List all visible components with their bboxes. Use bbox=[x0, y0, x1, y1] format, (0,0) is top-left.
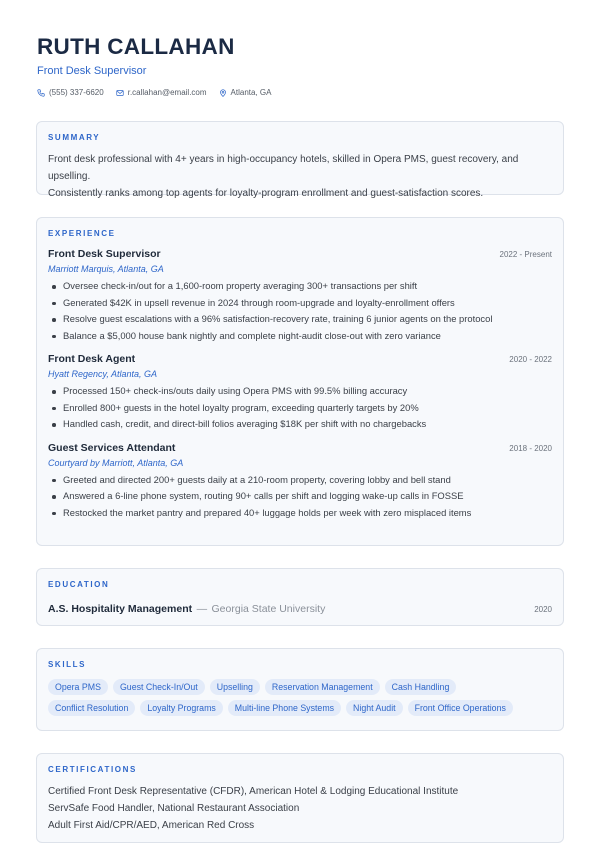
contact-location bbox=[219, 87, 272, 98]
bullet-item: Oversee check-in/out for a 1,600-room property averaging 300+ transactions per shift bbox=[48, 278, 552, 295]
bullet-item: Enrolled 800+ guests in the hotel loyalty program, exceeding quarterly targets by 20% bbox=[48, 400, 552, 417]
skill-tag: Guest Check-In/Out bbox=[113, 679, 205, 695]
email-text: r.callahan@email.com bbox=[127, 88, 207, 97]
skill-tag: Loyalty Programs bbox=[140, 700, 222, 716]
job-entry bbox=[48, 441, 552, 522]
job-role: Front Desk Agent bbox=[48, 353, 136, 365]
phone-text: (555) 337-6620 bbox=[49, 88, 104, 97]
edu-school: Georgia State University bbox=[211, 603, 326, 615]
summary-line: Front desk professional with 4+ years in high-occupancy hotels, skilled in Opera PMS, guest recovery, and upselling. bbox=[48, 154, 519, 182]
edu-year: 2020 bbox=[534, 605, 552, 614]
skill-tag: Reservation Management bbox=[265, 679, 380, 695]
bullet-item: Resolve guest escalations with a 96% satisfaction-recovery rate, training 6 junior agents on the protocol bbox=[48, 311, 552, 328]
certifications-card bbox=[36, 753, 564, 843]
certifications-heading: CERTIFICATIONS bbox=[48, 765, 137, 774]
location-pin-icon bbox=[219, 89, 227, 97]
skill-tag: Multi-line Phone Systems bbox=[228, 700, 341, 716]
job-company: Courtyard by Marriott, Atlanta, GA bbox=[48, 457, 184, 468]
job-role: Guest Services Attendant bbox=[48, 441, 176, 454]
summary-card bbox=[36, 121, 564, 199]
contact-phone bbox=[37, 87, 104, 98]
mail-icon bbox=[116, 89, 124, 97]
bullet-item: Greeted and directed 200+ guests daily at a 210-room property, covering lobby and bell stand bbox=[48, 472, 552, 489]
skill-tag: Night Audit bbox=[346, 700, 403, 716]
contact-row bbox=[37, 87, 567, 98]
job-entry bbox=[48, 247, 552, 344]
edu-separator: — bbox=[196, 603, 208, 615]
experience-heading: EXPERIENCE bbox=[48, 229, 116, 238]
bullet-item: Generated $42K in upsell revenue in 2024 through room-upgrade and loyalty-enrollment offers bbox=[48, 295, 552, 312]
job-entry bbox=[48, 352, 552, 433]
cert-item: ServSafe Food Handler, National Restaurant Association bbox=[48, 803, 300, 814]
cert-item: Adult First Aid/CPR/AED, American Red Cross bbox=[48, 820, 255, 831]
resume-header bbox=[37, 33, 567, 98]
skill-tags bbox=[48, 679, 548, 716]
skills-heading: SKILLS bbox=[48, 660, 87, 669]
summary-heading: SUMMARY bbox=[48, 133, 101, 142]
skill-tag: Front Office Operations bbox=[408, 700, 513, 716]
skills-card bbox=[36, 648, 564, 731]
education-heading: EDUCATION bbox=[48, 580, 110, 589]
job-role: Front Desk Supervisor bbox=[48, 248, 161, 260]
skill-tag: Cash Handling bbox=[385, 679, 457, 695]
education-entry bbox=[48, 599, 552, 617]
skill-tag: Opera PMS bbox=[48, 679, 108, 695]
bullet-item: Restocked the market pantry and prepared 40+ luggage holds per week with zero misplaced items bbox=[48, 505, 552, 522]
job-dates: 2020 - 2022 bbox=[509, 355, 552, 364]
job-bullets bbox=[48, 278, 552, 344]
edu-degree: A.S. Hospitality Management bbox=[48, 603, 193, 615]
contact-email bbox=[116, 87, 207, 98]
job-dates: 2022 - Present bbox=[499, 250, 552, 259]
summary-line: Consistently ranks among top agents for loyalty-program enrollment and guest-satisfaction scores. bbox=[48, 188, 484, 199]
experience-card bbox=[36, 217, 564, 546]
bullet-item: Handled cash, credit, and direct-bill folios averaging $18K per shift with no chargebacks bbox=[48, 416, 552, 433]
cert-list bbox=[48, 783, 552, 834]
candidate-name: RUTH CALLAHAN bbox=[37, 34, 235, 59]
job-bullets bbox=[48, 472, 552, 522]
job-bullets bbox=[48, 383, 552, 433]
phone-icon bbox=[37, 89, 45, 97]
bullet-item: Processed 150+ check-ins/outs daily using Opera PMS with 99.5% billing accuracy bbox=[48, 383, 552, 400]
job-title: Front Desk Supervisor bbox=[37, 65, 147, 77]
skill-tag: Upselling bbox=[210, 679, 260, 695]
skill-tag: Conflict Resolution bbox=[48, 700, 135, 716]
location-text: Atlanta, GA bbox=[230, 88, 272, 97]
cert-item: Certified Front Desk Representative (CFDR), American Hotel & Lodging Educational Institute bbox=[48, 786, 459, 797]
job-company: Marriott Marquis, Atlanta, GA bbox=[48, 264, 164, 274]
education-card bbox=[36, 568, 564, 626]
job-company: Hyatt Regency, Atlanta, GA bbox=[48, 369, 158, 379]
bullet-item: Answered a 6-line phone system, routing 90+ calls per shift and logging wake-up calls in FOSSE bbox=[48, 488, 552, 505]
summary-text bbox=[48, 151, 552, 202]
job-dates: 2018 - 2020 bbox=[509, 443, 552, 453]
bullet-item: Balance a $5,000 house bank nightly and complete night-audit close-out with zero variance bbox=[48, 328, 552, 345]
